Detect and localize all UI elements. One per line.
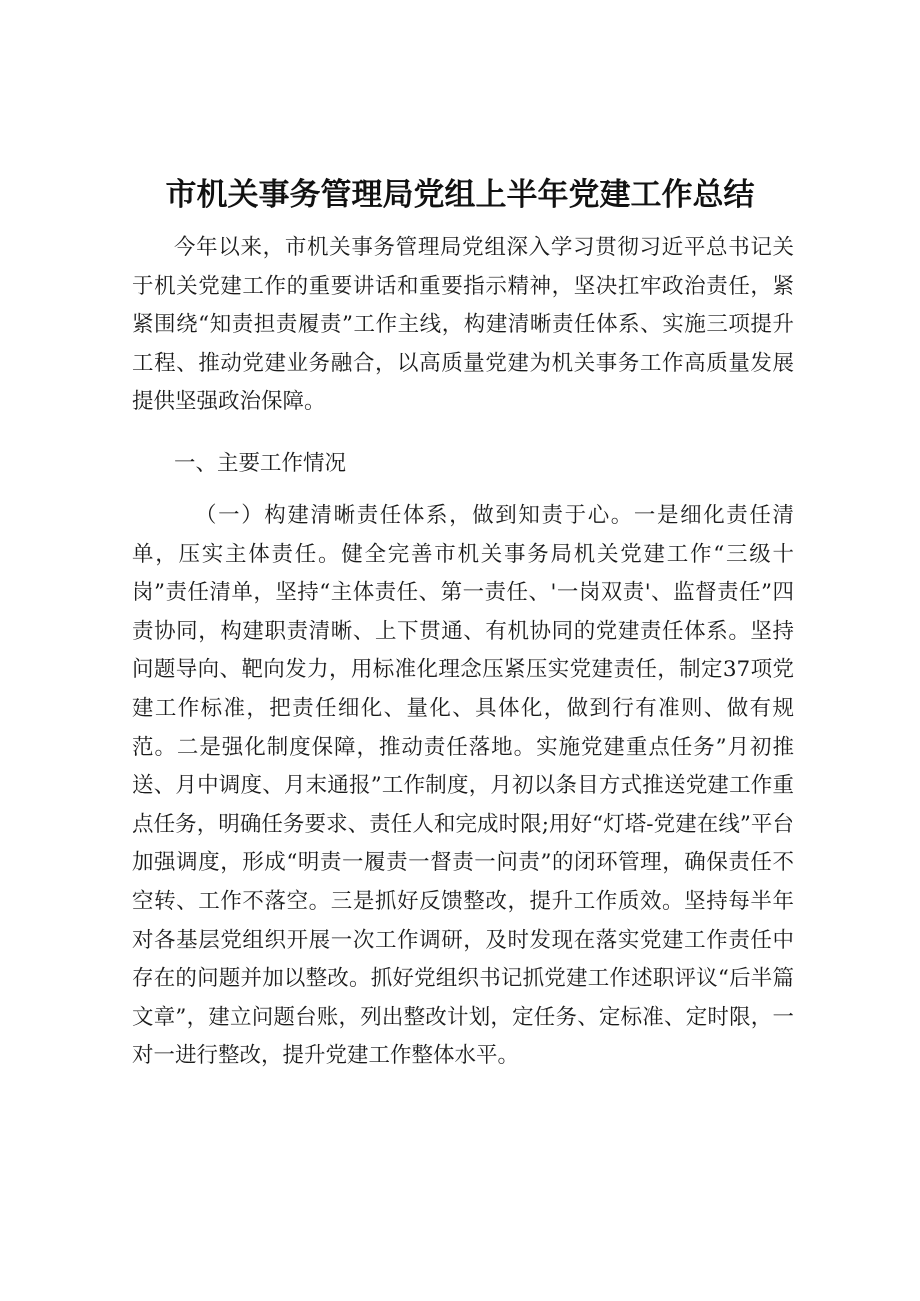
section-heading: 一、主要工作情况 <box>174 451 347 476</box>
section-paragraph: （一）构建清晰责任体系，做到知责于心。一是细化责任清单，压实主体责任。健全完善市机关事务局机关党建工作“三级十岗”责任清单，坚持“主体责任、第一责任、'一岗双责'、监督责任”四责协同，构建职责清晰、上下贯通、有机协同的党建责任体系。坚持问题导向、靶向发力，用标准化理念压紧压实党建责任，制定37项党建工作标准，把责任细化、量化、具体化，做到行有准则、做有规范。二是强化制度保障，推动责任落地。实施党建重点任务”月初推送、月中调度、月末通报”工作制度，月初以条目方式推送党建工作重点任务，明确任务要求、责任人和完成时限;用好“灯塔-党建在线”平台加强调度，形成“明责一履责一督责一问责”的闭环管理，确保责任不空转、工作不落空。三是抓好反馈整改，提升工作质效。坚持每半年对各基层党组织开展一次工作调研，及时发现在落实党建工作责任中存在的问题并加以整改。抓好党组织书记抓党建工作述职评议“后半篇文章”，建立问题台账，列出整改计划，定任务、定标准、定时限，一对一进行整改，提升党建工作整体水平。 <box>132 503 794 1069</box>
document-title: 市机关事务管理局党组上半年党建工作总结 <box>165 177 755 213</box>
intro-paragraph: 今年以来，市机关事务管理局党组深入学习贯彻习近平总书记关于机关党建工作的重要讲话和重要指示精神，坚决扛牢政治责任，紧紧围绕“知责担责履责”工作主线，构建清晰责任体系、实施三项提升工程、推动党建业务融合，以高质量党建为机关事务工作高质量发展提供坚强政治保障。 <box>132 235 794 415</box>
